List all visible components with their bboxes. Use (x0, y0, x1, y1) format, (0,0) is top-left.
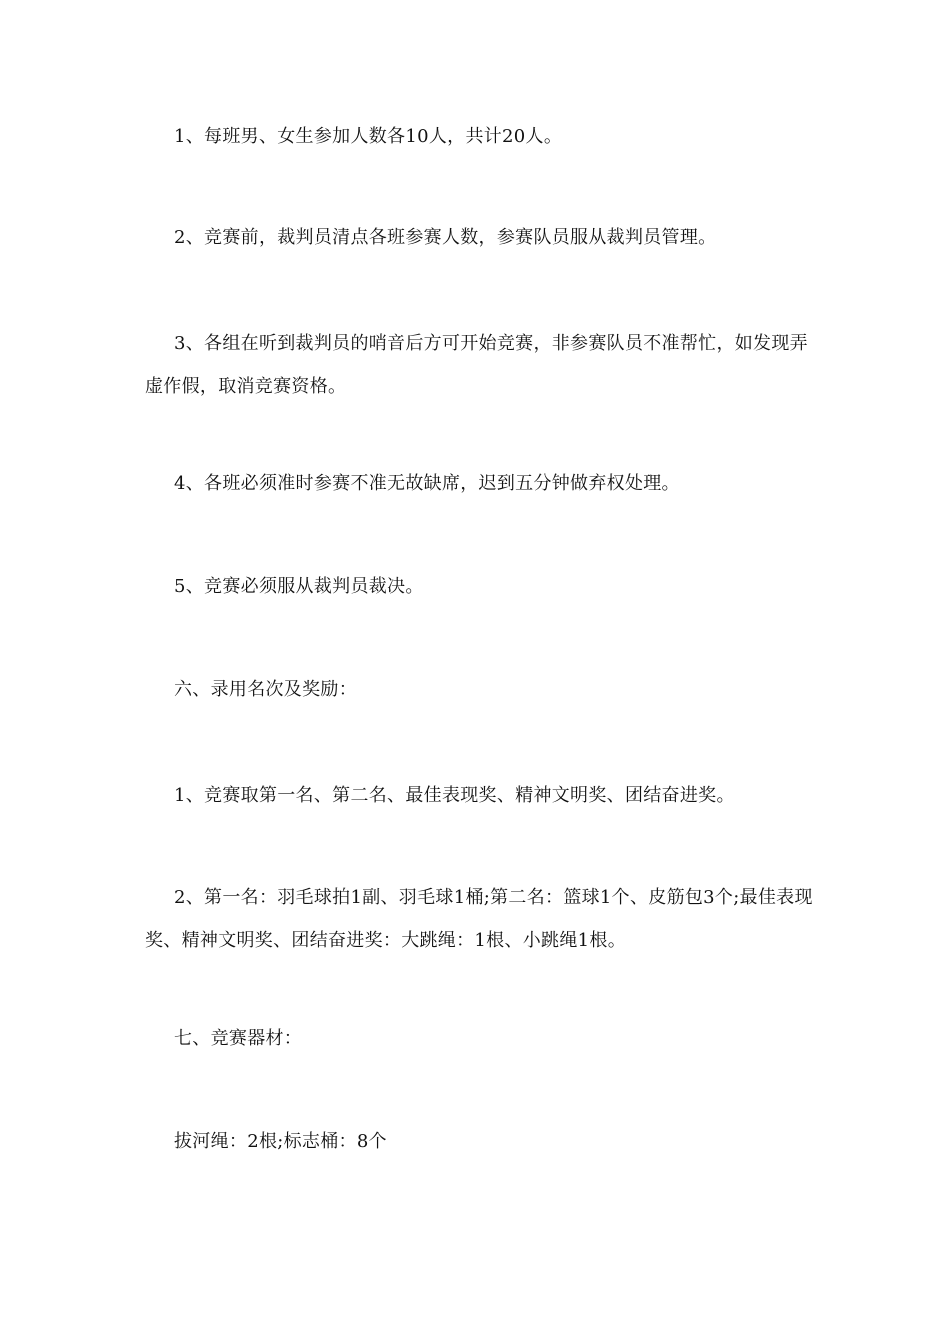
rule-item-2: 2、竞赛前，裁判员清点各班参赛人数，参赛队员服从裁判员管理。 (174, 227, 717, 248)
rule-item-4: 4、各班必须准时参赛不准无故缺席，迟到五分钟做弃权处理。 (174, 473, 680, 494)
section-heading-awards: 六、录用名次及奖励： (174, 679, 357, 700)
award-item-2: 2、第一名：羽毛球拍1副、羽毛球1桶;第二名：篮球1个、皮筋包3个;最佳表现奖、精神文明奖、团结奋进奖：大跳绳：1根、小跳绳1根。 (145, 887, 813, 951)
rule-item-3: 3、各组在听到裁判员的哨音后方可开始竞赛，非参赛队员不准帮忙，如发现弄虚作假，取消竞赛资格。 (145, 333, 808, 397)
award-item-1: 1、竞赛取第一名、第二名、最佳表现奖、精神文明奖、团结奋进奖。 (174, 785, 735, 806)
section-heading-equipment: 七、竞赛器材： (174, 1028, 303, 1049)
rule-item-1: 1、每班男、女生参加人数各10人，共计20人。 (174, 126, 563, 147)
rule-item-5: 5、竞赛必须服从裁判员裁决。 (174, 576, 424, 597)
equipment-list: 拔河绳：2根;标志桶：8个 (174, 1131, 387, 1152)
